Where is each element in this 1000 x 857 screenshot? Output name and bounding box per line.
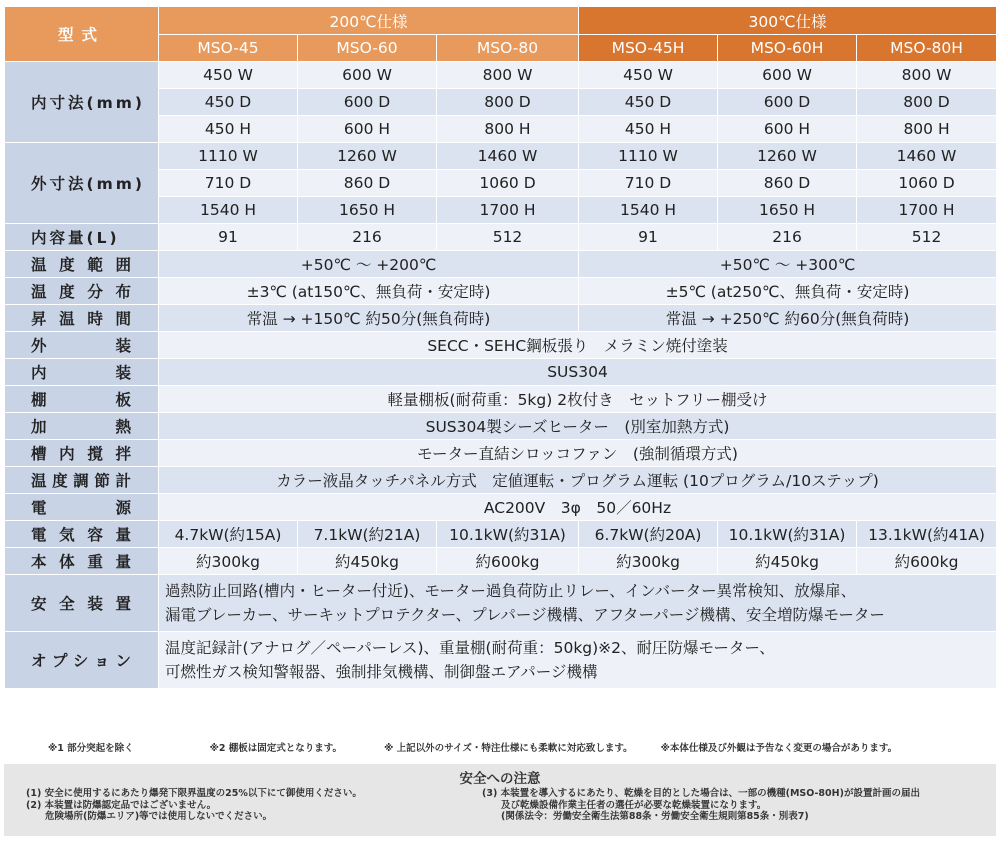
cell: 1650 H [298, 197, 437, 224]
cell: 約600kg [437, 548, 579, 575]
options-line: 温度記録計(アナログ／ペーパーレス)、重量棚(耐荷重：50kg)※2、耐圧防爆モーター、 [165, 639, 775, 657]
row-label-temp-range: 温度範囲 [5, 251, 159, 278]
cell: 450 D [159, 89, 298, 116]
cell: 860 D [298, 170, 437, 197]
cell: 1650 H [718, 197, 857, 224]
cell: 800 W [857, 62, 997, 89]
cell: カラー液晶タッチパネル方式 定値運転・プログラム運転 (10プログラム/10ステップ) [159, 467, 997, 494]
row-label-temp-distribution: 温度分布 [5, 278, 159, 305]
cell: 軽量棚板(耐荷重：5kg) 2枚付き セットフリー棚受け [159, 386, 997, 413]
row-label-stirring: 槽内撹拌 [5, 440, 159, 467]
safety-devices-line: 過熱防止回路(槽内・ヒーター付近)、モーター過負荷防止リレー、インバーター異常検知、放爆扉、 [165, 582, 857, 600]
cell: 約450kg [718, 548, 857, 575]
footnote: ※2 棚板は固定式となります。 [209, 743, 343, 754]
cell: 常温 → +150℃ 約50分(無負荷時) [159, 305, 579, 332]
cell: 1540 H [159, 197, 298, 224]
safety-note: (関係法令：労働安全衛生法第88条・労働安全衛生規則第85条・別表7) [482, 811, 809, 822]
safety-devices-line: 漏電ブレーカー、サーキットプロテクター、プレパージ機構、アフターパージ機構、安全増防爆モーター [165, 606, 885, 624]
cell: 1060 D [857, 170, 997, 197]
row-label-exterior: 外装 [5, 332, 159, 359]
cell: 1110 W [579, 143, 718, 170]
row-label-inner-dims: 内寸法(mm) [5, 62, 159, 143]
row-label-heat-time: 昇温時間 [5, 305, 159, 332]
footnote: ※本体仕様及び外観は予告なく変更の場合があります。 [660, 743, 898, 754]
cell: 450 H [159, 116, 298, 143]
row-label-controller: 温度調節計 [5, 467, 159, 494]
model-name: MSO-45H [579, 35, 718, 62]
cell: SECC・SEHC鋼板張り メラミン焼付塗装 [159, 332, 997, 359]
safety-notice-right [482, 788, 920, 823]
cell: 10.1kW(約31A) [718, 521, 857, 548]
cell: 約600kg [857, 548, 997, 575]
cell: 約300kg [159, 548, 298, 575]
model-name: MSO-45 [159, 35, 298, 62]
footnotes [4, 740, 996, 762]
cell: AC200V 3φ 50／60Hz [159, 494, 997, 521]
cell: 710 D [579, 170, 718, 197]
model-name: MSO-80 [437, 35, 579, 62]
cell: 91 [579, 224, 718, 251]
row-label-outer-dims: 外寸法(mm) [5, 143, 159, 224]
row-label-capacity: 内容量(L) [5, 224, 159, 251]
cell: 450 W [579, 62, 718, 89]
spec-table [4, 6, 997, 689]
cell: 約300kg [579, 548, 718, 575]
cell: 1060 D [437, 170, 579, 197]
cell: 710 D [159, 170, 298, 197]
cell: 600 H [718, 116, 857, 143]
cell: 91 [159, 224, 298, 251]
cell: 800 W [437, 62, 579, 89]
row-label-interior: 内装 [5, 359, 159, 386]
safety-notice [4, 764, 996, 836]
row-label-weight: 本体重量 [5, 548, 159, 575]
cell: 1260 W [298, 143, 437, 170]
cell: 600 W [718, 62, 857, 89]
cell: 1700 H [437, 197, 579, 224]
cell: ±5℃ (at250℃、無負荷・安定時) [579, 278, 997, 305]
row-label-options: オプション [5, 632, 159, 689]
cell: 1540 H [579, 197, 718, 224]
options-line: 可燃性ガス検知警報器、強制排気機構、制御盤エアパージ機構 [165, 663, 598, 681]
options-cell [159, 632, 997, 689]
cell: 4.7kW(約15A) [159, 521, 298, 548]
cell: SUS304製シーズヒーター (別室加熱方式) [159, 413, 997, 440]
cell: 216 [298, 224, 437, 251]
model-name: MSO-60H [718, 35, 857, 62]
group-header-300c: 300℃仕様 [579, 7, 997, 35]
row-label-power: 電源 [5, 494, 159, 521]
cell: 7.1kW(約21A) [298, 521, 437, 548]
cell: 512 [857, 224, 997, 251]
row-label-shelf: 棚板 [5, 386, 159, 413]
cell: 1110 W [159, 143, 298, 170]
cell: 450 W [159, 62, 298, 89]
model-header: 型式 [5, 7, 159, 62]
cell: 600 W [298, 62, 437, 89]
group-header-200c: 200℃仕様 [159, 7, 579, 35]
footnote: ※1 部分突起を除く [48, 743, 134, 754]
cell: 600 D [298, 89, 437, 116]
cell: 1700 H [857, 197, 997, 224]
cell: 800 H [857, 116, 997, 143]
cell: +50℃ ～ +200℃ [159, 251, 579, 278]
safety-notice-title: 安全への注意 [459, 771, 541, 787]
cell: 600 H [298, 116, 437, 143]
cell: 6.7kW(約20A) [579, 521, 718, 548]
model-name: MSO-80H [857, 35, 997, 62]
cell: +50℃ ～ +300℃ [579, 251, 997, 278]
cell: 1460 W [857, 143, 997, 170]
cell: 216 [718, 224, 857, 251]
row-label-elec-capacity: 電気容量 [5, 521, 159, 548]
safety-note: (1) 安全に使用するにあたり爆発下限界温度の25%以下にて御使用ください。 [26, 788, 362, 799]
footnote: ※ 上記以外のサイズ・特注仕様にも柔軟に対応致します。 [384, 743, 633, 754]
cell: 450 H [579, 116, 718, 143]
cell: 800 D [437, 89, 579, 116]
row-label-heating: 加熱 [5, 413, 159, 440]
cell: 常温 → +250℃ 約60分(無負荷時) [579, 305, 997, 332]
cell: 450 D [579, 89, 718, 116]
cell: SUS304 [159, 359, 997, 386]
safety-notice-left [26, 788, 362, 823]
cell: 約450kg [298, 548, 437, 575]
cell: 13.1kW(約41A) [857, 521, 997, 548]
cell: 1460 W [437, 143, 579, 170]
safety-note: 危険場所(防爆エリア)等では使用しないでください。 [26, 811, 273, 822]
cell: モーター直結シロッコファン (強制循環方式) [159, 440, 997, 467]
safety-note: 及び乾燥設備作業主任者の選任が必要な乾燥装置になります。 [482, 799, 767, 811]
cell: 800 D [857, 89, 997, 116]
cell: 800 H [437, 116, 579, 143]
row-label-safety-devices: 安全装置 [5, 575, 159, 632]
safety-devices-cell [159, 575, 997, 632]
cell: 10.1kW(約31A) [437, 521, 579, 548]
cell: 860 D [718, 170, 857, 197]
safety-note: (3) 本装置を導入するにあたり、乾燥を目的とした場合は、一部の機種(MSO-80H)が設置計画の届出 [482, 788, 920, 799]
cell: 1260 W [718, 143, 857, 170]
safety-note: (2) 本装置は防爆認定品ではございません。 [26, 799, 217, 811]
cell: 600 D [718, 89, 857, 116]
cell: 512 [437, 224, 579, 251]
model-name: MSO-60 [298, 35, 437, 62]
cell: ±3℃ (at150℃、無負荷・安定時) [159, 278, 579, 305]
